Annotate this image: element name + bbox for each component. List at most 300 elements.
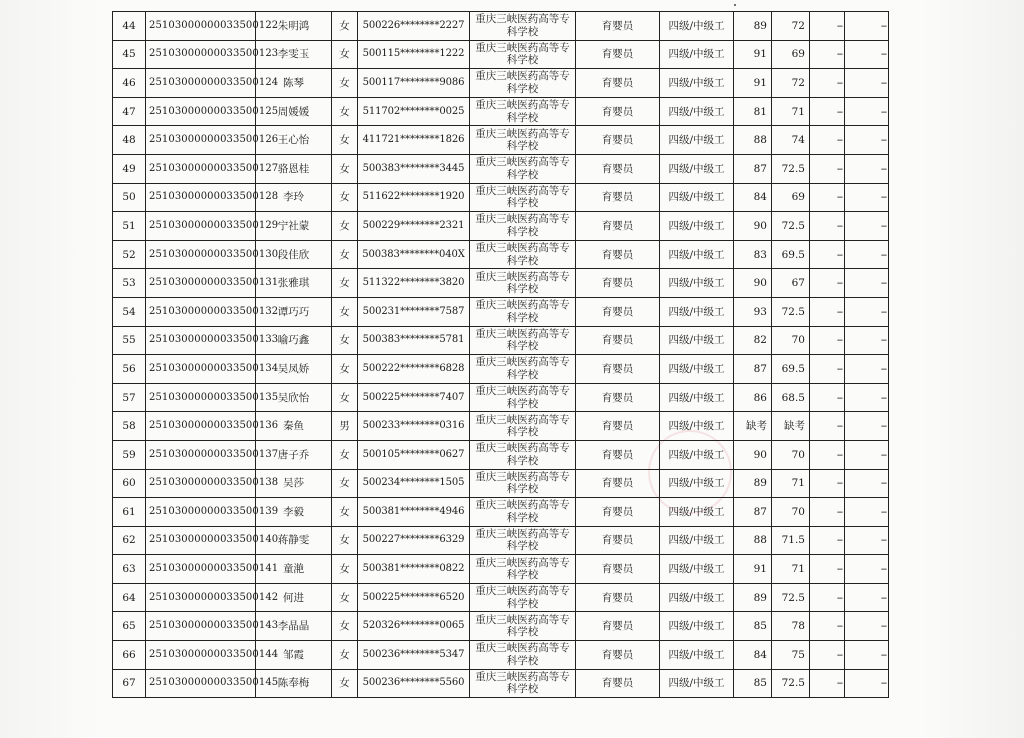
cell-id-number: 511322********3820 — [358, 269, 470, 298]
cell-occupation: 育婴员 — [576, 297, 660, 326]
cell-extra-2: -- — [845, 555, 889, 584]
table-row — [113, 440, 889, 469]
cell-name: 吴欣怡 — [256, 383, 332, 412]
cell-id-number: 520326********0065 — [358, 612, 470, 641]
cell-skill-score: 69.5 — [772, 355, 810, 384]
cell-name: 李晶晶 — [256, 612, 332, 641]
cell-level: 四级/中级工 — [660, 269, 734, 298]
cell-level: 四级/中级工 — [660, 669, 734, 698]
table-row — [113, 12, 889, 41]
cell-school: 重庆三峡医药高等专科学校 — [470, 383, 576, 412]
cell-exam-no: 25103000000033500136 — [146, 412, 256, 441]
cell-id-number: 500226********2227 — [358, 12, 470, 41]
cell-id-number: 500234********1505 — [358, 469, 470, 498]
cell-level: 四级/中级工 — [660, 498, 734, 527]
table-row — [113, 69, 889, 98]
cell-name: 何进 — [256, 583, 332, 612]
cell-school: 重庆三峡医药高等专科学校 — [470, 97, 576, 126]
table-row — [113, 40, 889, 69]
cell-gender: 女 — [332, 212, 358, 241]
cell-level: 四级/中级工 — [660, 183, 734, 212]
cell-school: 重庆三峡医药高等专科学校 — [470, 555, 576, 584]
cell-extra-2: -- — [845, 240, 889, 269]
table-row — [113, 183, 889, 212]
table-row — [113, 269, 889, 298]
cell-level: 四级/中级工 — [660, 240, 734, 269]
cell-theory-score: 缺考 — [734, 412, 772, 441]
cell-occupation: 育婴员 — [576, 412, 660, 441]
table-row — [113, 526, 889, 555]
cell-extra-1: -- — [810, 383, 845, 412]
cell-extra-1: -- — [810, 412, 845, 441]
cell-school: 重庆三峡医药高等专科学校 — [470, 126, 576, 155]
cell-extra-1: -- — [810, 240, 845, 269]
cell-extra-2: -- — [845, 297, 889, 326]
cell-skill-score: 72.5 — [772, 669, 810, 698]
cell-skill-score: 缺考 — [772, 412, 810, 441]
cell-extra-2: -- — [845, 669, 889, 698]
cell-level: 四级/中级工 — [660, 555, 734, 584]
cell-name: 张雅琪 — [256, 269, 332, 298]
cell-name: 李雯玉 — [256, 40, 332, 69]
cell-gender: 女 — [332, 40, 358, 69]
cell-extra-1: -- — [810, 498, 845, 527]
cell-skill-score: 72.5 — [772, 583, 810, 612]
cell-exam-no: 25103000000033500133 — [146, 326, 256, 355]
cell-skill-score: 71 — [772, 555, 810, 584]
cell-school: 重庆三峡医药高等专科学校 — [470, 240, 576, 269]
cell-theory-score: 85 — [734, 669, 772, 698]
cell-name: 周媛媛 — [256, 97, 332, 126]
cell-school: 重庆三峡医药高等专科学校 — [470, 69, 576, 98]
cell-theory-score: 86 — [734, 383, 772, 412]
cell-exam-no: 25103000000033500124 — [146, 69, 256, 98]
cell-gender: 女 — [332, 126, 358, 155]
cell-name: 吴凤娇 — [256, 355, 332, 384]
cell-theory-score: 83 — [734, 240, 772, 269]
table-row — [113, 469, 889, 498]
cell-exam-no: 25103000000033500138 — [146, 469, 256, 498]
cell-theory-score: 87 — [734, 498, 772, 527]
cell-gender: 女 — [332, 583, 358, 612]
cell-extra-1: -- — [810, 40, 845, 69]
cell-extra-1: -- — [810, 212, 845, 241]
cell-level: 四级/中级工 — [660, 440, 734, 469]
table-row — [113, 383, 889, 412]
cell-no: 44 — [113, 12, 146, 41]
cell-occupation: 育婴员 — [576, 269, 660, 298]
cell-occupation: 育婴员 — [576, 641, 660, 670]
cell-extra-2: -- — [845, 498, 889, 527]
table-row — [113, 412, 889, 441]
table-row — [113, 97, 889, 126]
cell-extra-2: -- — [845, 69, 889, 98]
cell-extra-1: -- — [810, 612, 845, 641]
cell-no: 57 — [113, 383, 146, 412]
cell-theory-score: 88 — [734, 526, 772, 555]
cell-occupation: 育婴员 — [576, 183, 660, 212]
cell-exam-no: 25103000000033500123 — [146, 40, 256, 69]
cell-gender: 女 — [332, 269, 358, 298]
cell-skill-score: 70 — [772, 326, 810, 355]
cell-id-number: 411721********1826 — [358, 126, 470, 155]
cell-name: 李毅 — [256, 498, 332, 527]
cell-name: 段佳欣 — [256, 240, 332, 269]
cell-theory-score: 90 — [734, 440, 772, 469]
cell-name: 吴莎 — [256, 469, 332, 498]
cell-school: 重庆三峡医药高等专科学校 — [470, 612, 576, 641]
table-row — [113, 583, 889, 612]
cell-no: 67 — [113, 669, 146, 698]
table-row — [113, 154, 889, 183]
cell-theory-score: 89 — [734, 469, 772, 498]
cell-id-number: 500225********6520 — [358, 583, 470, 612]
cell-exam-no: 25103000000033500135 — [146, 383, 256, 412]
cell-skill-score: 72.5 — [772, 154, 810, 183]
cell-theory-score: 84 — [734, 641, 772, 670]
table-row — [113, 355, 889, 384]
cell-name: 喻巧鑫 — [256, 326, 332, 355]
cell-skill-score: 72 — [772, 12, 810, 41]
table-body — [113, 12, 889, 698]
cell-extra-1: -- — [810, 641, 845, 670]
cell-level: 四级/中级工 — [660, 355, 734, 384]
cell-extra-1: -- — [810, 154, 845, 183]
cell-gender: 女 — [332, 297, 358, 326]
cell-occupation: 育婴员 — [576, 498, 660, 527]
cell-gender: 女 — [332, 526, 358, 555]
cell-name: 王心怡 — [256, 126, 332, 155]
cell-extra-2: -- — [845, 383, 889, 412]
cell-extra-1: -- — [810, 526, 845, 555]
cell-school: 重庆三峡医药高等专科学校 — [470, 269, 576, 298]
cell-exam-no: 25103000000033500134 — [146, 355, 256, 384]
table-row — [113, 669, 889, 698]
cell-skill-score: 74 — [772, 126, 810, 155]
cell-no: 51 — [113, 212, 146, 241]
cell-occupation: 育婴员 — [576, 440, 660, 469]
cell-school: 重庆三峡医药高等专科学校 — [470, 440, 576, 469]
cell-level: 四级/中级工 — [660, 40, 734, 69]
cell-extra-2: -- — [845, 212, 889, 241]
cell-name: 朱明鸿 — [256, 12, 332, 41]
cell-school: 重庆三峡医药高等专科学校 — [470, 669, 576, 698]
cell-id-number: 500383********3445 — [358, 154, 470, 183]
cell-occupation: 育婴员 — [576, 612, 660, 641]
cell-theory-score: 88 — [734, 126, 772, 155]
cell-school: 重庆三峡医药高等专科学校 — [470, 40, 576, 69]
cell-exam-no: 25103000000033500129 — [146, 212, 256, 241]
cell-exam-no: 25103000000033500127 — [146, 154, 256, 183]
cell-gender: 女 — [332, 498, 358, 527]
table-row — [113, 212, 889, 241]
cell-no: 52 — [113, 240, 146, 269]
cell-no: 62 — [113, 526, 146, 555]
cell-theory-score: 90 — [734, 269, 772, 298]
cell-school: 重庆三峡医药高等专科学校 — [470, 326, 576, 355]
cell-level: 四级/中级工 — [660, 154, 734, 183]
cell-gender: 女 — [332, 69, 358, 98]
table-row — [113, 612, 889, 641]
cell-name: 宁社蒙 — [256, 212, 332, 241]
cell-name: 唐子乔 — [256, 440, 332, 469]
cell-occupation: 育婴员 — [576, 212, 660, 241]
cell-extra-1: -- — [810, 269, 845, 298]
cell-occupation: 育婴员 — [576, 326, 660, 355]
cell-theory-score: 87 — [734, 355, 772, 384]
cell-name: 谭巧巧 — [256, 297, 332, 326]
cell-extra-1: -- — [810, 469, 845, 498]
cell-skill-score: 71 — [772, 97, 810, 126]
cell-no: 53 — [113, 269, 146, 298]
cell-id-number: 500383********5781 — [358, 326, 470, 355]
cell-id-number: 500381********4946 — [358, 498, 470, 527]
cell-id-number: 511702********0025 — [358, 97, 470, 126]
cell-extra-1: -- — [810, 183, 845, 212]
cell-gender: 女 — [332, 469, 358, 498]
cell-theory-score: 85 — [734, 612, 772, 641]
cell-extra-2: -- — [845, 326, 889, 355]
cell-id-number: 500236********5347 — [358, 641, 470, 670]
table-row — [113, 126, 889, 155]
cell-level: 四级/中级工 — [660, 212, 734, 241]
cell-skill-score: 67 — [772, 269, 810, 298]
cell-gender: 女 — [332, 154, 358, 183]
cell-theory-score: 84 — [734, 183, 772, 212]
cell-name: 蒋静雯 — [256, 526, 332, 555]
cell-level: 四级/中级工 — [660, 69, 734, 98]
cell-id-number: 500115********1222 — [358, 40, 470, 69]
cell-no: 58 — [113, 412, 146, 441]
cell-no: 66 — [113, 641, 146, 670]
cell-extra-2: -- — [845, 526, 889, 555]
table-row — [113, 641, 889, 670]
cell-occupation: 育婴员 — [576, 555, 660, 584]
cell-extra-1: -- — [810, 555, 845, 584]
cell-id-number: 500381********0822 — [358, 555, 470, 584]
cell-occupation: 育婴员 — [576, 12, 660, 41]
cell-no: 65 — [113, 612, 146, 641]
cell-occupation: 育婴员 — [576, 40, 660, 69]
cell-gender: 女 — [332, 440, 358, 469]
cell-no: 54 — [113, 297, 146, 326]
cell-exam-no: 25103000000033500126 — [146, 126, 256, 155]
cell-gender: 女 — [332, 355, 358, 384]
cell-level: 四级/中级工 — [660, 469, 734, 498]
cell-gender: 女 — [332, 12, 358, 41]
cell-id-number: 511622********1920 — [358, 183, 470, 212]
cell-theory-score: 90 — [734, 212, 772, 241]
cell-level: 四级/中级工 — [660, 612, 734, 641]
cell-no: 48 — [113, 126, 146, 155]
cell-name: 邹霞 — [256, 641, 332, 670]
cell-name: 童滟 — [256, 555, 332, 584]
cell-gender: 女 — [332, 97, 358, 126]
cell-gender: 男 — [332, 412, 358, 441]
cell-exam-no: 25103000000033500145 — [146, 669, 256, 698]
cell-exam-no: 25103000000033500131 — [146, 269, 256, 298]
cell-occupation: 育婴员 — [576, 240, 660, 269]
cell-extra-2: -- — [845, 469, 889, 498]
cell-exam-no: 25103000000033500132 — [146, 297, 256, 326]
cell-exam-no: 25103000000033500122 — [146, 12, 256, 41]
cell-extra-2: -- — [845, 412, 889, 441]
cell-extra-1: -- — [810, 326, 845, 355]
cell-theory-score: 82 — [734, 326, 772, 355]
cell-skill-score: 72.5 — [772, 297, 810, 326]
cell-school: 重庆三峡医药高等专科学校 — [470, 12, 576, 41]
cell-occupation: 育婴员 — [576, 355, 660, 384]
cell-extra-2: -- — [845, 269, 889, 298]
cell-school: 重庆三峡医药高等专科学校 — [470, 583, 576, 612]
cell-name: 秦鱼 — [256, 412, 332, 441]
cell-extra-1: -- — [810, 12, 845, 41]
cell-id-number: 500105********0627 — [358, 440, 470, 469]
cell-no: 56 — [113, 355, 146, 384]
cell-school: 重庆三峡医药高等专科学校 — [470, 355, 576, 384]
cell-name: 陈琴 — [256, 69, 332, 98]
cell-level: 四级/中级工 — [660, 583, 734, 612]
cell-occupation: 育婴员 — [576, 97, 660, 126]
cell-level: 四级/中级工 — [660, 641, 734, 670]
table-row — [113, 498, 889, 527]
cell-occupation: 育婴员 — [576, 154, 660, 183]
cell-no: 47 — [113, 97, 146, 126]
cell-school: 重庆三峡医药高等专科学校 — [470, 641, 576, 670]
cell-extra-2: -- — [845, 583, 889, 612]
cell-skill-score: 70 — [772, 498, 810, 527]
cell-theory-score: 87 — [734, 154, 772, 183]
results-table — [112, 11, 889, 698]
cell-extra-2: -- — [845, 612, 889, 641]
cell-exam-no: 25103000000033500137 — [146, 440, 256, 469]
cell-theory-score: 91 — [734, 555, 772, 584]
cell-skill-score: 69 — [772, 40, 810, 69]
cell-id-number: 500229********2321 — [358, 212, 470, 241]
cell-id-number: 500227********6329 — [358, 526, 470, 555]
cell-extra-1: -- — [810, 669, 845, 698]
cell-level: 四级/中级工 — [660, 326, 734, 355]
cell-extra-1: -- — [810, 297, 845, 326]
cell-skill-score: 69.5 — [772, 240, 810, 269]
cell-level: 四级/中级工 — [660, 383, 734, 412]
cell-name: 陈奉梅 — [256, 669, 332, 698]
cell-occupation: 育婴员 — [576, 469, 660, 498]
cell-skill-score: 72 — [772, 69, 810, 98]
cell-school: 重庆三峡医药高等专科学校 — [470, 212, 576, 241]
cell-skill-score: 78 — [772, 612, 810, 641]
cell-school: 重庆三峡医药高等专科学校 — [470, 154, 576, 183]
cell-id-number: 500231********7587 — [358, 297, 470, 326]
cell-exam-no: 25103000000033500130 — [146, 240, 256, 269]
cell-exam-no: 25103000000033500144 — [146, 641, 256, 670]
cell-skill-score: 68.5 — [772, 383, 810, 412]
cell-extra-1: -- — [810, 69, 845, 98]
cell-gender: 女 — [332, 669, 358, 698]
cell-gender: 女 — [332, 555, 358, 584]
cell-extra-2: -- — [845, 12, 889, 41]
cell-exam-no: 25103000000033500143 — [146, 612, 256, 641]
cell-level: 四级/中级工 — [660, 297, 734, 326]
cell-theory-score: 89 — [734, 12, 772, 41]
cell-no: 45 — [113, 40, 146, 69]
cell-theory-score: 91 — [734, 40, 772, 69]
cell-extra-2: -- — [845, 183, 889, 212]
cell-skill-score: 72.5 — [772, 212, 810, 241]
cell-exam-no: 25103000000033500140 — [146, 526, 256, 555]
cell-level: 四级/中级工 — [660, 526, 734, 555]
cell-no: 50 — [113, 183, 146, 212]
cell-id-number: 500233********0316 — [358, 412, 470, 441]
cell-level: 四级/中级工 — [660, 126, 734, 155]
cell-exam-no: 25103000000033500141 — [146, 555, 256, 584]
cell-school: 重庆三峡医药高等专科学校 — [470, 526, 576, 555]
cell-level: 四级/中级工 — [660, 97, 734, 126]
cell-school: 重庆三峡医药高等专科学校 — [470, 498, 576, 527]
cell-extra-1: -- — [810, 440, 845, 469]
cell-id-number: 500225********7407 — [358, 383, 470, 412]
cell-id-number: 500236********5560 — [358, 669, 470, 698]
cell-no: 61 — [113, 498, 146, 527]
cell-occupation: 育婴员 — [576, 526, 660, 555]
table-row — [113, 555, 889, 584]
cell-extra-1: -- — [810, 97, 845, 126]
cell-gender: 女 — [332, 183, 358, 212]
cell-level: 四级/中级工 — [660, 12, 734, 41]
cell-occupation: 育婴员 — [576, 69, 660, 98]
cell-exam-no: 25103000000033500142 — [146, 583, 256, 612]
cell-gender: 女 — [332, 641, 358, 670]
cell-name: 李玲 — [256, 183, 332, 212]
cell-theory-score: 93 — [734, 297, 772, 326]
cell-gender: 女 — [332, 326, 358, 355]
cell-no: 64 — [113, 583, 146, 612]
cell-school: 重庆三峡医药高等专科学校 — [470, 412, 576, 441]
cell-name: 骆恩桂 — [256, 154, 332, 183]
table-row — [113, 326, 889, 355]
cell-no: 59 — [113, 440, 146, 469]
cell-no: 60 — [113, 469, 146, 498]
cell-theory-score: 89 — [734, 583, 772, 612]
cell-skill-score: 71.5 — [772, 526, 810, 555]
cell-no: 55 — [113, 326, 146, 355]
cell-skill-score: 71 — [772, 469, 810, 498]
cell-school: 重庆三峡医药高等专科学校 — [470, 297, 576, 326]
cell-gender: 女 — [332, 612, 358, 641]
cell-gender: 女 — [332, 383, 358, 412]
cell-extra-2: -- — [845, 154, 889, 183]
cell-occupation: 育婴员 — [576, 126, 660, 155]
cell-skill-score: 75 — [772, 641, 810, 670]
cell-exam-no: 25103000000033500128 — [146, 183, 256, 212]
cell-skill-score: 69 — [772, 183, 810, 212]
cell-no: 46 — [113, 69, 146, 98]
cell-extra-1: -- — [810, 355, 845, 384]
cell-extra-2: -- — [845, 40, 889, 69]
cell-no: 49 — [113, 154, 146, 183]
cell-occupation: 育婴员 — [576, 383, 660, 412]
cell-extra-2: -- — [845, 641, 889, 670]
cell-skill-score: 70 — [772, 440, 810, 469]
cell-occupation: 育婴员 — [576, 583, 660, 612]
cell-theory-score: 91 — [734, 69, 772, 98]
cell-id-number: 500383********040X — [358, 240, 470, 269]
cell-gender: 女 — [332, 240, 358, 269]
table-row — [113, 240, 889, 269]
cell-extra-2: -- — [845, 440, 889, 469]
cell-extra-2: -- — [845, 97, 889, 126]
cell-exam-no: 25103000000033500139 — [146, 498, 256, 527]
